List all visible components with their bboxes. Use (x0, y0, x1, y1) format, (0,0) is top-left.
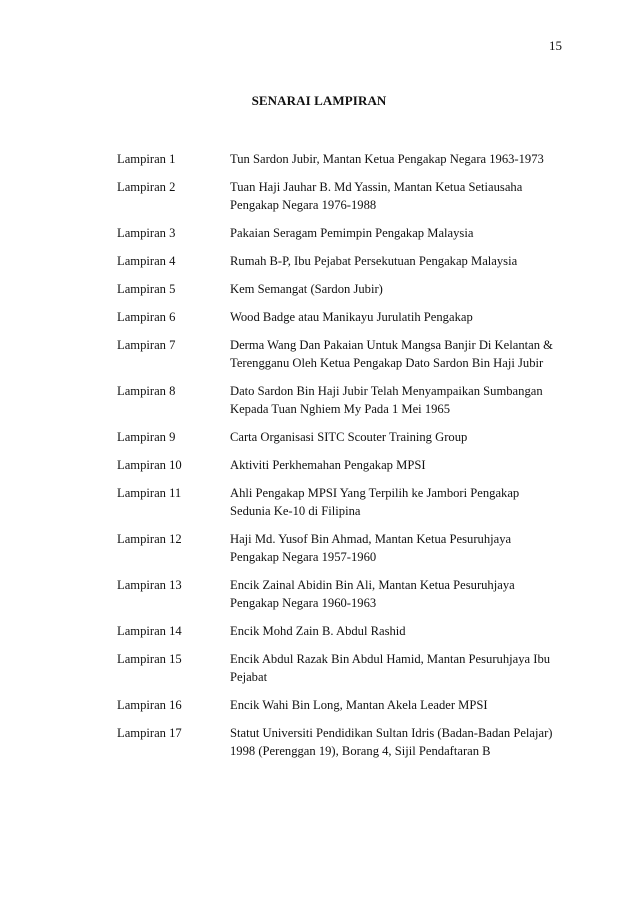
appendix-row (117, 530, 563, 566)
appendix-label: Lampiran 12 (117, 532, 182, 546)
description-line: Ahli Pengakap MPSI Yang Terpilih ke Jambori Pengakap (230, 486, 520, 500)
description-line: Statut Universiti Pendidikan Sultan Idris (Badan-Badan Pelajar) (230, 726, 553, 740)
description-line: Dato Sardon Bin Haji Jubir Telah Menyampaikan Sumbangan (230, 384, 543, 398)
appendix-label: Lampiran 15 (117, 652, 182, 666)
appendix-row (117, 696, 563, 714)
description-line: Rumah B-P, Ibu Pejabat Persekutuan Pengakap Malaysia (230, 254, 518, 268)
description-line: Encik Wahi Bin Long, Mantan Akela Leader MPSI (230, 698, 488, 712)
appendix-label: Lampiran 9 (117, 430, 176, 444)
appendix-description (230, 308, 563, 326)
page-number: 15 (549, 38, 562, 53)
appendix-row (117, 382, 563, 418)
description-line: Kepada Tuan Nghiem My Pada 1 Mei 1965 (230, 402, 451, 416)
appendix-row (117, 428, 563, 446)
appendix-description (230, 650, 563, 686)
appendix-description (230, 484, 563, 520)
description-line: Pengakap Negara 1957-1960 (230, 550, 377, 564)
appendix-label: Lampiran 5 (117, 282, 176, 296)
description-line: Tuan Haji Jauhar B. Md Yassin, Mantan Ketua Setiausaha (230, 180, 523, 194)
appendix-label: Lampiran 7 (117, 338, 176, 352)
appendix-label: Lampiran 14 (117, 624, 182, 638)
description-line: Sedunia Ke-10 di Filipina (230, 504, 361, 518)
appendix-label: Lampiran 1 (117, 152, 176, 166)
appendix-row (117, 308, 563, 326)
appendix-label: Lampiran 2 (117, 180, 176, 194)
description-line: Pengakap Negara 1976-1988 (230, 198, 377, 212)
appendix-row (117, 336, 563, 372)
appendix-description (230, 382, 563, 418)
description-line: Carta Organisasi SITC Scouter Training Group (230, 430, 468, 444)
appendix-row (117, 224, 563, 242)
appendix-description (230, 456, 563, 474)
appendix-row (117, 456, 563, 474)
description-line: Wood Badge atau Manikayu Jurulatih Pengakap (230, 310, 473, 324)
description-line: Pakaian Seragam Pemimpin Pengakap Malaysia (230, 226, 474, 240)
page-title: SENARAI LAMPIRAN (251, 93, 387, 108)
description-line: Kem Semangat (Sardon Jubir) (230, 282, 383, 296)
appendix-description (230, 576, 563, 612)
appendix-description (230, 696, 563, 714)
appendix-label: Lampiran 11 (117, 486, 182, 500)
appendix-label: Lampiran 17 (117, 726, 182, 740)
appendix-description (230, 178, 563, 214)
description-line: Encik Abdul Razak Bin Abdul Hamid, Mantan Pesuruhjaya Ibu (230, 652, 551, 666)
description-line: Encik Mohd Zain B. Abdul Rashid (230, 624, 406, 638)
appendix-description (230, 724, 563, 760)
appendix-row (117, 650, 563, 686)
description-line: Terengganu Oleh Ketua Pengakap Dato Sardon Bin Haji Jubir (230, 356, 544, 370)
appendix-description (230, 224, 563, 242)
appendix-description (230, 150, 563, 168)
description-line: Pejabat (230, 670, 268, 684)
appendix-label: Lampiran 4 (117, 254, 176, 268)
appendix-row (117, 178, 563, 214)
appendix-row (117, 484, 563, 520)
appendix-label: Lampiran 13 (117, 578, 182, 592)
description-line: Tun Sardon Jubir, Mantan Ketua Pengakap Negara 1963-1973 (230, 152, 544, 166)
appendix-description (230, 428, 563, 446)
appendix-label: Lampiran 10 (117, 458, 182, 472)
appendix-description (230, 622, 563, 640)
appendix-label: Lampiran 6 (117, 310, 176, 324)
description-line: Pengakap Negara 1960-1963 (230, 596, 377, 610)
appendix-description (230, 252, 563, 270)
appendix-row (117, 280, 563, 298)
description-line: Haji Md. Yusof Bin Ahmad, Mantan Ketua Pesuruhjaya (230, 532, 512, 546)
appendix-row (117, 576, 563, 612)
appendix-label: Lampiran 3 (117, 226, 176, 240)
appendix-row (117, 150, 563, 168)
appendix-description (230, 336, 563, 372)
appendix-row (117, 252, 563, 270)
appendix-label: Lampiran 8 (117, 384, 176, 398)
description-line: Derma Wang Dan Pakaian Untuk Mangsa Banjir Di Kelantan & (230, 338, 553, 352)
appendix-description (230, 530, 563, 566)
appendix-label: Lampiran 16 (117, 698, 182, 712)
description-line: Encik Zainal Abidin Bin Ali, Mantan Ketua Pesuruhjaya (230, 578, 515, 592)
appendix-row (117, 724, 563, 760)
description-line: Aktiviti Perkhemahan Pengakap MPSI (230, 458, 426, 472)
description-line: 1998 (Perenggan 19), Borang 4, Sijil Pendaftaran B (230, 744, 491, 758)
appendix-row (117, 622, 563, 640)
appendix-description (230, 280, 563, 298)
appendix-list (117, 150, 563, 770)
